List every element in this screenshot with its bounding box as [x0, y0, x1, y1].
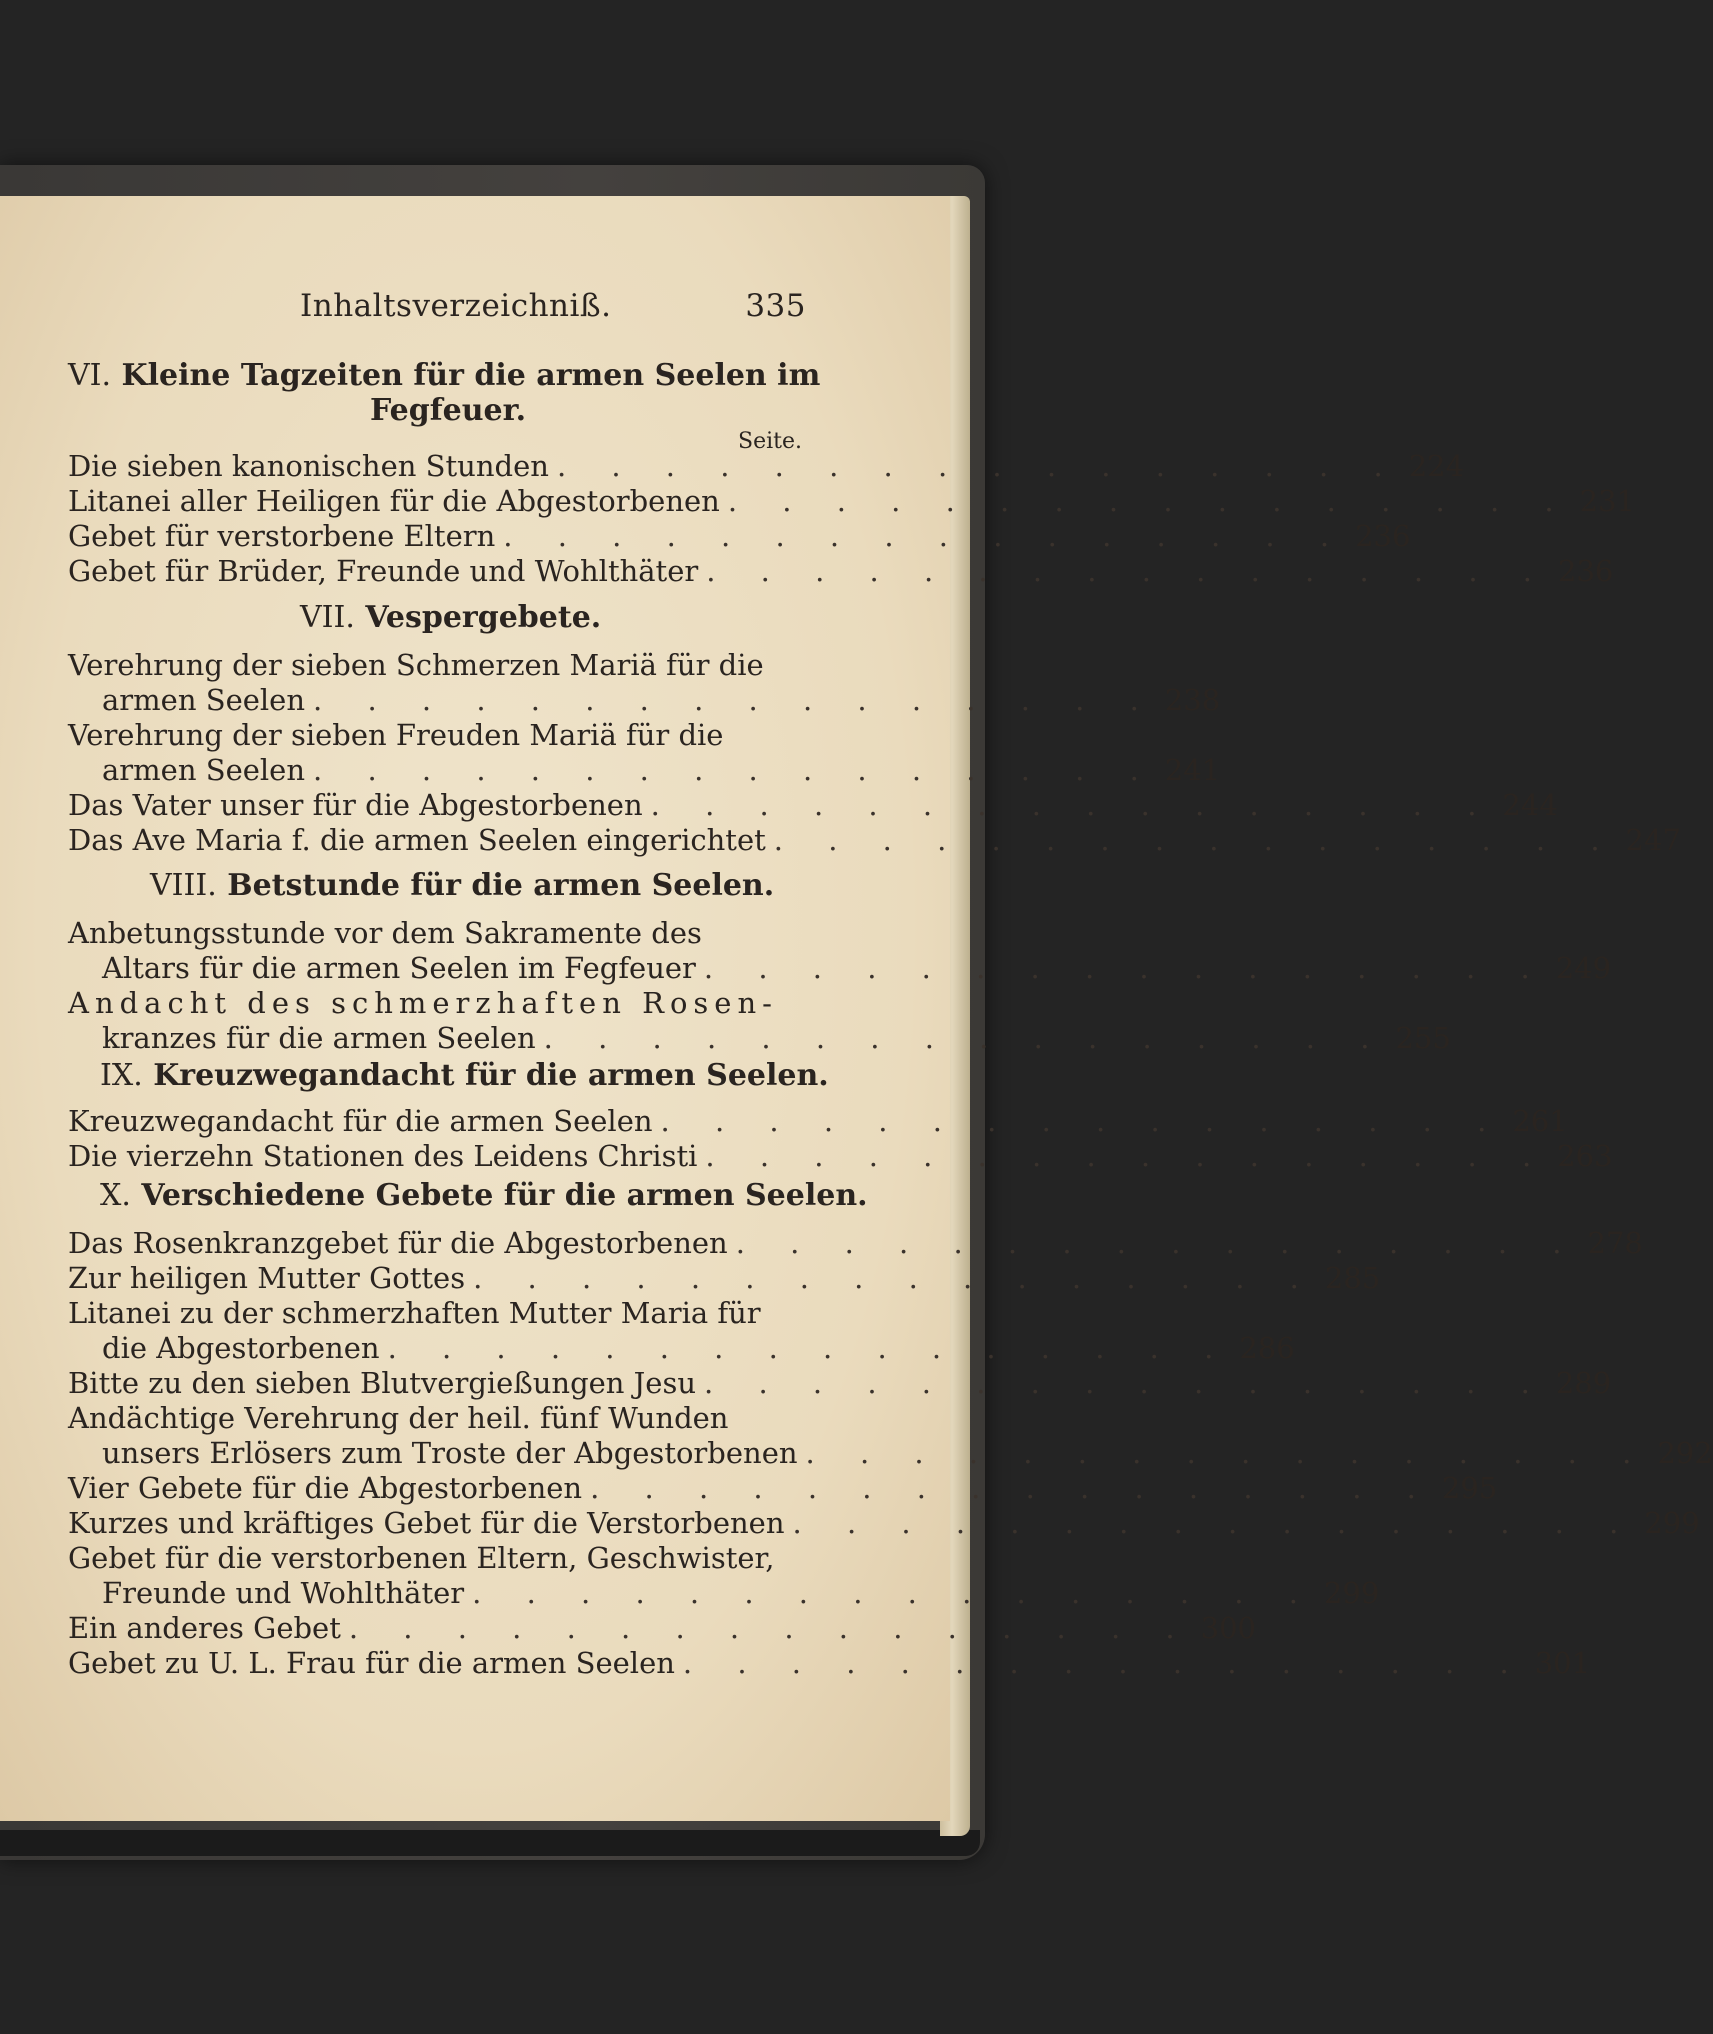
toc-entry[interactable]	[68, 986, 806, 1020]
book-page	[0, 196, 1713, 1821]
entry-title: Freunde und Wohlthäter	[102, 1576, 465, 1610]
dot-leader: . . . . . . . . . . . . . . . .	[805, 1436, 1650, 1470]
entry-page: 244	[1502, 788, 1558, 822]
toc-entry[interactable]	[68, 718, 806, 752]
entry-title: Verehrung der sieben Freuden Mariä für die	[68, 718, 724, 752]
toc-entry[interactable]	[68, 1401, 806, 1435]
section-numeral: X.	[100, 1178, 131, 1213]
entry-page: 286	[1239, 1331, 1295, 1365]
toc-entry[interactable]	[68, 1611, 1257, 1645]
entry-title: armen Seelen	[102, 683, 306, 717]
dot-leader: . . . . . . . . . . . . . . . .	[556, 449, 1401, 483]
dot-leader: . . . . . . . . . . . . . . . .	[682, 1646, 1527, 1680]
header-page-number: 335	[745, 288, 806, 324]
entry-title: Verehrung der sieben Schmerzen Mariä für die	[68, 648, 764, 682]
entry-title: Zur heiligen Mutter Gottes	[68, 1261, 466, 1295]
toc-entry-continuation[interactable]	[68, 683, 1221, 717]
section-title: Kreuzwegandacht für die armen Seelen.	[153, 1058, 829, 1093]
dot-leader: . . . . . . . . . . . . . . . .	[472, 1576, 1316, 1610]
section-title: Kleine Tagzeiten für die armen Seelen im	[121, 358, 821, 393]
dot-leader: . . . . . . . . . . . . . . . .	[503, 519, 1348, 553]
entry-page: 261	[1512, 1104, 1568, 1138]
entry-title: Kreuzwegandacht für die armen Seelen	[68, 1104, 653, 1138]
entry-title: Andacht des schmerzhaften Rosen-	[68, 986, 778, 1020]
header-title: Inhaltsverzeichniß.	[300, 288, 612, 324]
seite-column-label: Seite.	[738, 429, 802, 454]
entry-title: armen Seelen	[102, 753, 306, 787]
toc-entry-continuation[interactable]	[68, 1331, 1295, 1365]
entry-page: 285	[1324, 1261, 1381, 1295]
dot-leader: . . . . . . . . . . . . . . . .	[706, 554, 1551, 588]
entry-title: Anbetungsstunde vor dem Sakramente des	[68, 916, 702, 950]
entry-title: Litanei zu der schmerzhaften Mutter Maria für	[68, 1296, 761, 1330]
entry-page: 247	[1625, 823, 1681, 857]
entry-title: Gebet für verstorbene Eltern	[68, 519, 496, 553]
toc-entry[interactable]	[68, 1296, 806, 1330]
dot-leader: . . . . . . . . . . . . . . . .	[773, 823, 1618, 857]
entry-page: 231	[1579, 484, 1635, 518]
entry-page: 289	[1555, 1366, 1612, 1400]
entry-title: Gebet für Brüder, Freunde und Wohlthäter	[68, 554, 699, 588]
entry-title: kranzes für die armen Seelen	[102, 1021, 536, 1055]
entry-page: 241	[1164, 753, 1221, 787]
entry-page: 300	[1200, 1611, 1257, 1645]
toc-entry-continuation[interactable]	[68, 951, 1612, 985]
entry-page: 295	[1441, 1471, 1498, 1505]
dot-leader: . . . . . . . . . . . . . . . .	[348, 1611, 1193, 1645]
dot-leader: . . . . . . . . . . . . . . . .	[387, 1331, 1232, 1365]
entry-title: Ein anderes Gebet	[68, 1611, 341, 1645]
toc-entry-continuation[interactable]	[68, 1021, 1451, 1055]
entry-title: unsers Erlösers zum Troste der Abgestorbenen	[102, 1436, 798, 1470]
section-heading-viii	[150, 868, 774, 903]
toc-entry[interactable]	[68, 823, 1681, 857]
dot-leader: . . . . . . . . . . . . . . . .	[313, 753, 1157, 787]
dot-leader: . . . . . . . . . . . . . . . .	[705, 1139, 1550, 1173]
toc-entry[interactable]	[68, 1139, 1613, 1173]
entry-title: die Abgestorbenen	[102, 1331, 380, 1365]
dot-leader: . . . . . . . . . . . . . . . .	[735, 1226, 1580, 1260]
entry-page: 255	[1395, 1021, 1451, 1055]
section-numeral: VIII.	[150, 868, 217, 903]
dot-leader: . . . . . . . . . . . . . . . .	[650, 788, 1495, 822]
dot-leader: . . . . . . . . . . . . . . . .	[313, 683, 1157, 717]
toc-entry[interactable]	[68, 1646, 1591, 1680]
section-heading-vi-line2	[370, 393, 526, 428]
entry-title: Die sieben kanonischen Stunden	[68, 449, 549, 483]
entry-page: 238	[1164, 683, 1221, 717]
entry-title: Andächtige Verehrung der heil. fünf Wunden	[68, 1401, 729, 1435]
toc-entry[interactable]	[68, 1366, 1612, 1400]
entry-page: 292	[1657, 1436, 1713, 1470]
entry-title: Altars für die armen Seelen im Fegfeuer	[102, 951, 696, 985]
section-heading-ix	[100, 1058, 829, 1093]
toc-entry[interactable]	[68, 519, 1411, 553]
entry-title: Kurzes und kräftiges Gebet für die Verstorbenen	[68, 1506, 785, 1540]
toc-entry[interactable]	[68, 554, 1614, 588]
entry-page: 263	[1557, 1139, 1613, 1173]
entry-page: 299	[1323, 1576, 1380, 1610]
toc-entry-continuation[interactable]	[68, 1436, 1713, 1470]
entry-title: Gebet zu U. L. Frau für die armen Seelen	[68, 1646, 675, 1680]
dot-leader: . . . . . . . . . . . . . . . .	[473, 1261, 1317, 1295]
entry-title: Bitte zu den sieben Blutvergießungen Jesu	[68, 1366, 697, 1400]
section-numeral: IX.	[100, 1058, 143, 1093]
section-title: Betstunde für die armen Seelen.	[227, 868, 775, 903]
dot-leader: . . . . . . . . . . . . . . . .	[590, 1471, 1434, 1505]
entry-title: Vier Gebete für die Abgestorbenen	[68, 1471, 583, 1505]
entry-title: Die vierzehn Stationen des Leidens Christi	[68, 1139, 698, 1173]
section-title: Verschiedene Gebete für die armen Seelen.	[141, 1178, 868, 1213]
entry-title: Gebet für die verstorbenen Eltern, Geschwister,	[68, 1541, 775, 1575]
toc-entry[interactable]	[68, 449, 1465, 483]
dot-leader: . . . . . . . . . . . . . . . .	[792, 1506, 1637, 1540]
entry-page: 236	[1558, 554, 1614, 588]
toc-entry-continuation[interactable]	[68, 753, 1221, 787]
entry-title: Das Rosenkranzgebet für die Abgestorbenen	[68, 1226, 728, 1260]
toc-entry[interactable]	[68, 648, 806, 682]
dot-leader: . . . . . . . . . . . . . . . .	[660, 1104, 1505, 1138]
toc-entry[interactable]	[68, 1471, 1498, 1505]
toc-entry[interactable]	[68, 1104, 1568, 1138]
section-title-continued: Fegfeuer.	[370, 393, 527, 428]
entry-page: 278	[1587, 1226, 1643, 1260]
toc-entry[interactable]	[68, 1541, 806, 1575]
dot-leader: . . . . . . . . . . . . . . . .	[727, 484, 1572, 518]
entry-page: 299	[1644, 1506, 1700, 1540]
entry-title: Das Ave Maria f. die armen Seelen eingerichtet	[68, 823, 766, 857]
dot-leader: . . . . . . . . . . . . . . . .	[703, 951, 1548, 985]
entry-page: 249	[1555, 951, 1612, 985]
entry-title: Litanei aller Heiligen für die Abgestorbenen	[68, 484, 720, 518]
toc-entry[interactable]	[68, 788, 1558, 822]
section-heading-vi	[68, 358, 820, 393]
entry-page: 236	[1355, 519, 1411, 553]
section-numeral: VII.	[300, 600, 355, 635]
dot-leader: . . . . . . . . . . . . . . . .	[704, 1366, 1548, 1400]
section-numeral: VI.	[68, 358, 112, 393]
book-cover-edge	[0, 1830, 980, 1856]
entry-page: 224	[1408, 449, 1465, 483]
dot-leader: . . . . . . . . . . . . . . . .	[543, 1021, 1388, 1055]
toc-entry[interactable]	[68, 484, 1635, 518]
section-title: Vespergebete.	[365, 600, 602, 635]
running-header	[300, 288, 806, 324]
toc-entry[interactable]	[68, 1506, 1700, 1540]
entry-title: Das Vater unser für die Abgestorbenen	[68, 788, 643, 822]
toc-entry[interactable]	[68, 916, 806, 950]
toc-entry[interactable]	[68, 1261, 1381, 1295]
toc-entry-continuation[interactable]	[68, 1576, 1380, 1610]
section-heading-x	[100, 1178, 868, 1213]
section-heading-vii	[300, 600, 601, 635]
toc-entry[interactable]	[68, 1226, 1643, 1260]
entry-page: 301	[1534, 1646, 1591, 1680]
